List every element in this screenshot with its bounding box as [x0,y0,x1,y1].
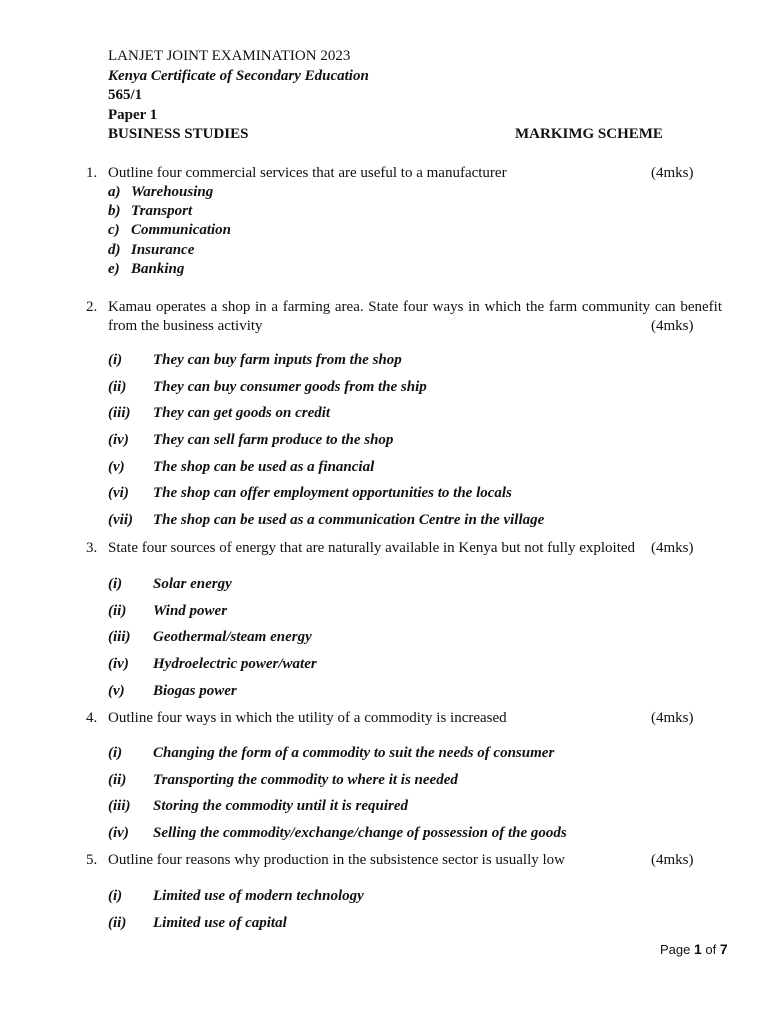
answer-label: (iii) [108,405,131,422]
answer-label: (ii) [108,914,127,931]
page-word: Page [660,942,691,957]
paper-code: 565/1 [108,87,143,103]
answer-label: (ii) [108,602,127,619]
question-5 [86,851,722,870]
answer-label: (iii) [108,629,131,646]
answer-label: (vi) [108,485,129,502]
certificate-title: Kenya Certificate of Secondary Education [108,67,369,84]
answer-label: d) [108,241,121,258]
answer-label: c) [108,222,120,239]
question-text: Kamau operates a shop in a farming area. State four ways in which the farm community can benefit [108,299,722,315]
marking-scheme-label: MARKIMG SCHEME [515,126,663,142]
answer-text: Transporting the commodity to where it is needed [153,771,458,788]
total-pages: 7 [719,941,728,957]
answer-text: They can buy farm inputs from the shop [153,352,402,368]
answer-text: Biogas power [153,682,237,699]
answer-label: (v) [108,458,125,475]
answer-text: Limited use of modern technology [153,888,364,904]
answer-text: They can get goods on credit [153,405,331,422]
answer-label: (ii) [108,771,127,788]
answer-label: e) [108,260,120,277]
question-4 [86,709,722,728]
answer-label: (iv) [108,432,129,449]
answer-label: a) [108,184,121,200]
question-marks: (4mks) [651,318,694,334]
answer-text: The shop can offer employment opportunities to the locals [153,485,512,502]
question-text: State four sources of energy that are naturally available in Kenya but not fully exploited [108,540,636,556]
question-number: 3. [86,540,98,556]
answer-label: (i) [108,888,123,904]
answer-text: Hydroelectric power/water [153,656,317,673]
answer-text: The shop can be used as a financial [153,458,375,475]
subject-row [108,125,668,145]
answer-text: Wind power [153,602,228,619]
answer-text: Solar energy [153,576,232,592]
question-text: Outline four ways in which the utility of a commodity is increased [108,710,507,726]
question-marks: (4mks) [651,540,694,556]
question-1 [86,164,722,183]
current-page-number: 1 [694,941,702,957]
question-number: 4. [86,710,98,726]
question-2 [86,298,722,336]
answer-label: (iv) [108,656,129,673]
answer-text: Limited use of capital [153,914,287,931]
answer-label: (ii) [108,378,127,395]
question-marks: (4mks) [651,852,694,868]
question-marks: (4mks) [651,165,694,181]
question-number: 5. [86,852,98,868]
answer-label: (iii) [108,798,131,815]
answer-text: Changing the form of a commodity to suit the needs of consumer [153,745,555,761]
question-text: Outline four commercial services that are useful to a manufacturer [108,165,507,181]
answer-text: Communication [131,222,232,239]
exam-header [108,47,668,145]
answer-label: (v) [108,682,125,699]
question-3 [86,539,722,558]
answer-text: Banking [131,260,185,277]
answer-label: (i) [108,576,123,592]
subject-name: BUSINESS STUDIES [108,126,249,142]
question-marks: (4mks) [651,710,694,726]
answer-text: They can buy consumer goods from the ship [153,378,427,395]
question-number: 2. [86,299,98,315]
question-text-continued: from the business activity [108,318,263,334]
page-footer [660,941,728,957]
answer-text: Selling the commodity/exchange/change of possession of the goods [153,825,567,842]
answer-label: (i) [108,745,123,761]
answer-text: Insurance [131,241,195,258]
answer-text: Storing the commodity until it is required [153,798,409,815]
answer-text: Geothermal/steam energy [153,629,312,646]
answer-text: The shop can be used as a communication Centre in the village [153,512,545,529]
answer-label: (iv) [108,825,129,842]
exam-title: LANJET JOINT EXAMINATION 2023 [108,48,351,64]
question-text: Outline four reasons why production in the subsistence sector is usually low [108,852,566,868]
answer-text: Transport [131,203,193,220]
answer-label: (vii) [108,512,133,529]
answer-text: Warehousing [131,184,214,200]
answer-text: They can sell farm produce to the shop [153,432,394,449]
paper-number: Paper 1 [108,106,158,123]
answer-label: b) [108,203,121,220]
question-number: 1. [86,165,98,181]
answer-label: (i) [108,352,123,368]
of-word: of [705,942,717,957]
